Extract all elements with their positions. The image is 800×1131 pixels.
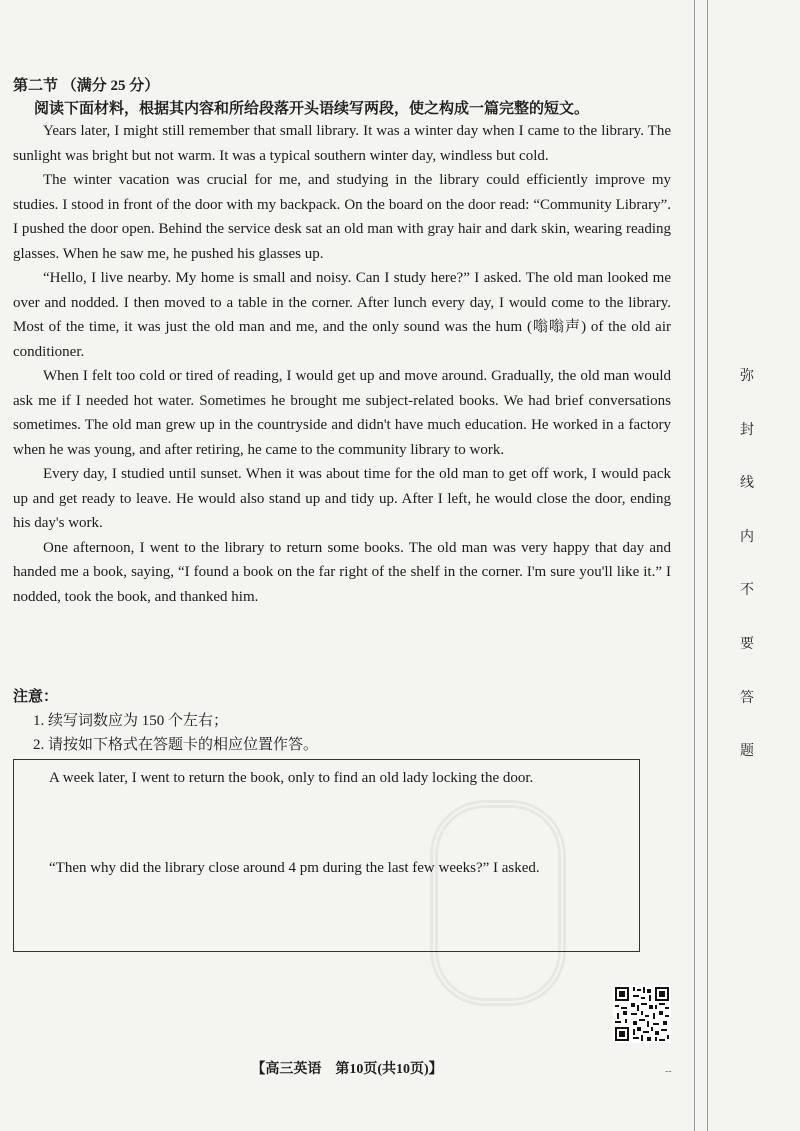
- seal-char: 线: [740, 476, 754, 492]
- passage-paragraph: Every day, I studied until sunset. When it was about time for the old man to get off work, I would pack up and get ready to leave. He would also stand up and tidy up. After I left, he would close the door, ending his day's work.: [13, 466, 671, 531]
- seal-char: 封: [740, 422, 754, 438]
- paragraph-opening-2: “Then why did the library close around 4 pm during the last few weeks?” I asked.: [49, 860, 540, 876]
- seal-char: 答: [740, 690, 754, 706]
- reading-passage: [13, 119, 671, 609]
- passage-paragraph: When I felt too cold or tired of reading, I would get up and move around. Gradually, the old man would ask me if I needed hot water. Sometimes he brought me subject-related books. We had brief conversations sometimes. The old man grew up in the countryside and didn't have much education. He worked in a factory when he was young, and after retiring, he came to the community library to work.: [13, 368, 671, 458]
- passage-paragraph: Years later, I might still remember that small library. It was a winter day when I came to the library. The sunlight was bright but not warm. It was a typical southern winter day, windless but cold.: [13, 123, 671, 164]
- section-title: 第二节 （满分 25 分）: [13, 78, 160, 94]
- seal-char: 题: [740, 744, 754, 760]
- note-item: 1. 续写词数应为 150 个左右；: [33, 713, 229, 729]
- passage-paragraph: “Hello, I live nearby. My home is small and noisy. Can I study here?” I asked. The old man looked me over and nodded. I then moved to a table in the corner. After lunch every day, I would come to the library. Most of the time, it was just the old man and me, and the only sound was the hum (嗡嗡声) of the old air conditioner.: [13, 270, 671, 360]
- seal-char: 内: [740, 529, 754, 545]
- seal-char: 不: [740, 583, 754, 599]
- page-footer: 【高三英语 第10页(共10页)】: [251, 1062, 443, 1077]
- notes-section: [13, 685, 318, 757]
- note-item: 2. 请按如下格式在答题卡的相应位置作答。: [33, 737, 319, 753]
- passage-paragraph: One afternoon, I went to the library to return some books. The old man was very happy that day and handed me a book, saying, “I found a book on the far right of the shelf in the corner. I'm sure you'll like it.” I nodded, took the book, and thanked him.: [13, 539, 671, 605]
- faint-watermark: [430, 800, 566, 1006]
- instruction-text: 阅读下面材料，根据其内容和所给段落开头语续写两段，使之构成一篇完整的短文。: [34, 101, 590, 117]
- notes-title: 注意：: [13, 689, 59, 705]
- footer-mark: --: [665, 1066, 672, 1077]
- seal-line-left: [694, 0, 695, 1131]
- seal-char: 要: [740, 636, 754, 652]
- seal-line-notice: [736, 368, 758, 797]
- seal-char: 弥: [740, 369, 754, 384]
- passage-paragraph: The winter vacation was crucial for me, and studying in the library could efficiently improve my studies. I stood in front of the door with my backpack. On the board on the door read: “Community Library”. I pushed the door open. Behind the service desk sat an old man with gray hair and dark skin, wearing reading glasses. When he saw me, he pushed his glasses up.: [13, 172, 671, 262]
- paragraph-opening-1: A week later, I went to return the book, only to find an old lady locking the door.: [49, 770, 534, 786]
- qr-code-icon: [613, 985, 671, 1043]
- seal-line-right: [707, 0, 708, 1131]
